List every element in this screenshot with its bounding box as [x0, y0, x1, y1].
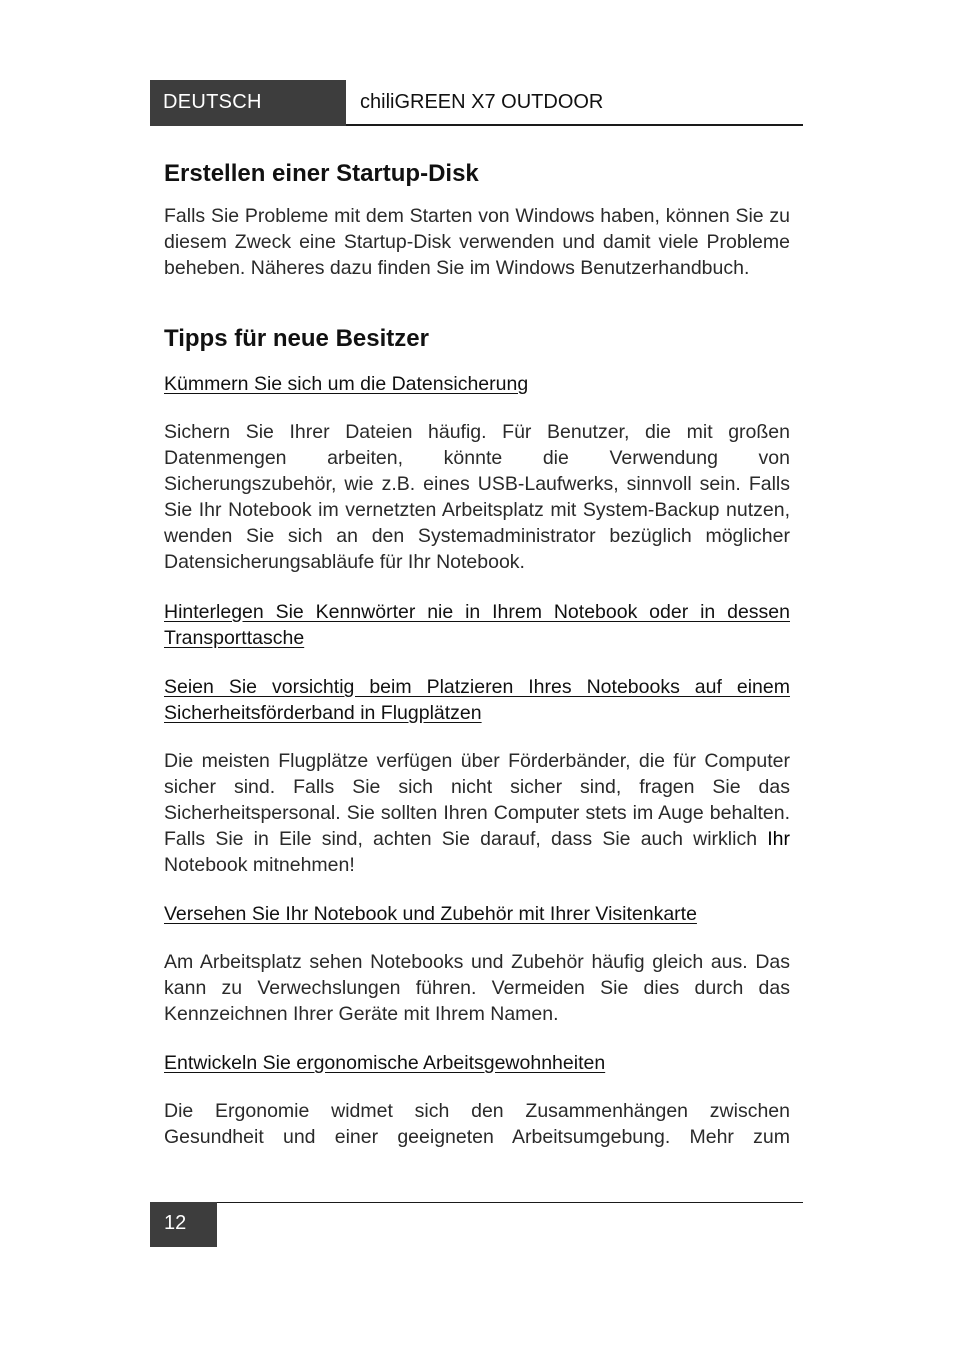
tip-text-backup: Sichern Sie Ihrer Dateien häufig. Für Benutzer, die mit großen Datenmengen arbeiten, könnte die Verwendung von Sicherungszubehör, wie z.B. eines USB-Laufwerks, sinnvoll sein. Falls Sie Ihr Notebook im vernetzten Arbeitsplatz mit System-Backup nutzen, wenden Sie sich an den Systemadministrator bezüglich möglicher Datensicherungsabläufe für Ihr Notebook.	[164, 421, 790, 573]
page-number: 12	[164, 1212, 187, 1234]
tip-text-ergonomics: Die Ergonomie widmet sich den Zusammenhängen zwischen Gesundheit und einer geeigneten Arbeitsumgebung. Mehr zum	[164, 1100, 790, 1148]
tip-heading-backup: Kümmern Sie sich um die Datensicherung	[164, 373, 529, 395]
page-number-box	[150, 1202, 217, 1247]
tip-heading-airport: Seien Sie vorsichtig beim Platzieren Ihres Notebooks auf einem Sicherheitsförderband in Flugplätzen	[164, 676, 790, 724]
tip-heading-business-card: Versehen Sie Ihr Notebook und Zubehör mit Ihrer Visitenkarte	[164, 903, 697, 925]
tip-text-airport-emphasis: Ihr	[767, 828, 790, 850]
tip-heading-ergonomics: Entwickeln Sie ergonomische Arbeitsgewohnheiten	[164, 1052, 606, 1074]
page-header	[150, 80, 803, 126]
language-label: DEUTSCH	[163, 91, 262, 113]
tip-heading-passwords: Hinterlegen Sie Kennwörter nie in Ihrem Notebook oder in dessen Transporttasche	[164, 601, 790, 649]
startup-disk-paragraph: Falls Sie Probleme mit dem Starten von Windows haben, können Sie zu diesem Zweck eine Startup-Disk verwenden und damit viele Probleme beheben. Näheres dazu finden Sie im Windows Benutzerhandbuch.	[164, 205, 790, 279]
section-title-tips: Tipps für neue Besitzer	[164, 325, 429, 352]
tip-text-business-card: Am Arbeitsplatz sehen Notebooks und Zubehör häufig gleich aus. Das kann zu Verwechslungen führen. Vermeiden Sie dies durch das Kennzeichnen Ihrer Geräte mit Ihrem Namen.	[164, 951, 790, 1025]
tip-text-airport-end: Notebook mitnehmen!	[164, 854, 355, 876]
tip-text-airport	[164, 748, 790, 878]
section-title-startup-disk: Erstellen einer Startup-Disk	[164, 160, 479, 187]
product-title: chiliGREEN X7 OUTDOOR	[360, 91, 604, 113]
footer-divider	[217, 1202, 803, 1203]
page-content	[164, 160, 790, 1150]
tip-text-airport-main: Die meisten Flugplätze verfügen über Förderbänder, die für Computer sicher sind. Falls Sie sich nicht sicher sind, fragen Sie das Sicherheitspersonal. Sie sollten Ihren Computer stets im Auge behalten. Falls Sie in Eile sind, achten Sie darauf, dass Sie auch wirklich	[164, 750, 790, 850]
language-tab	[150, 80, 346, 126]
